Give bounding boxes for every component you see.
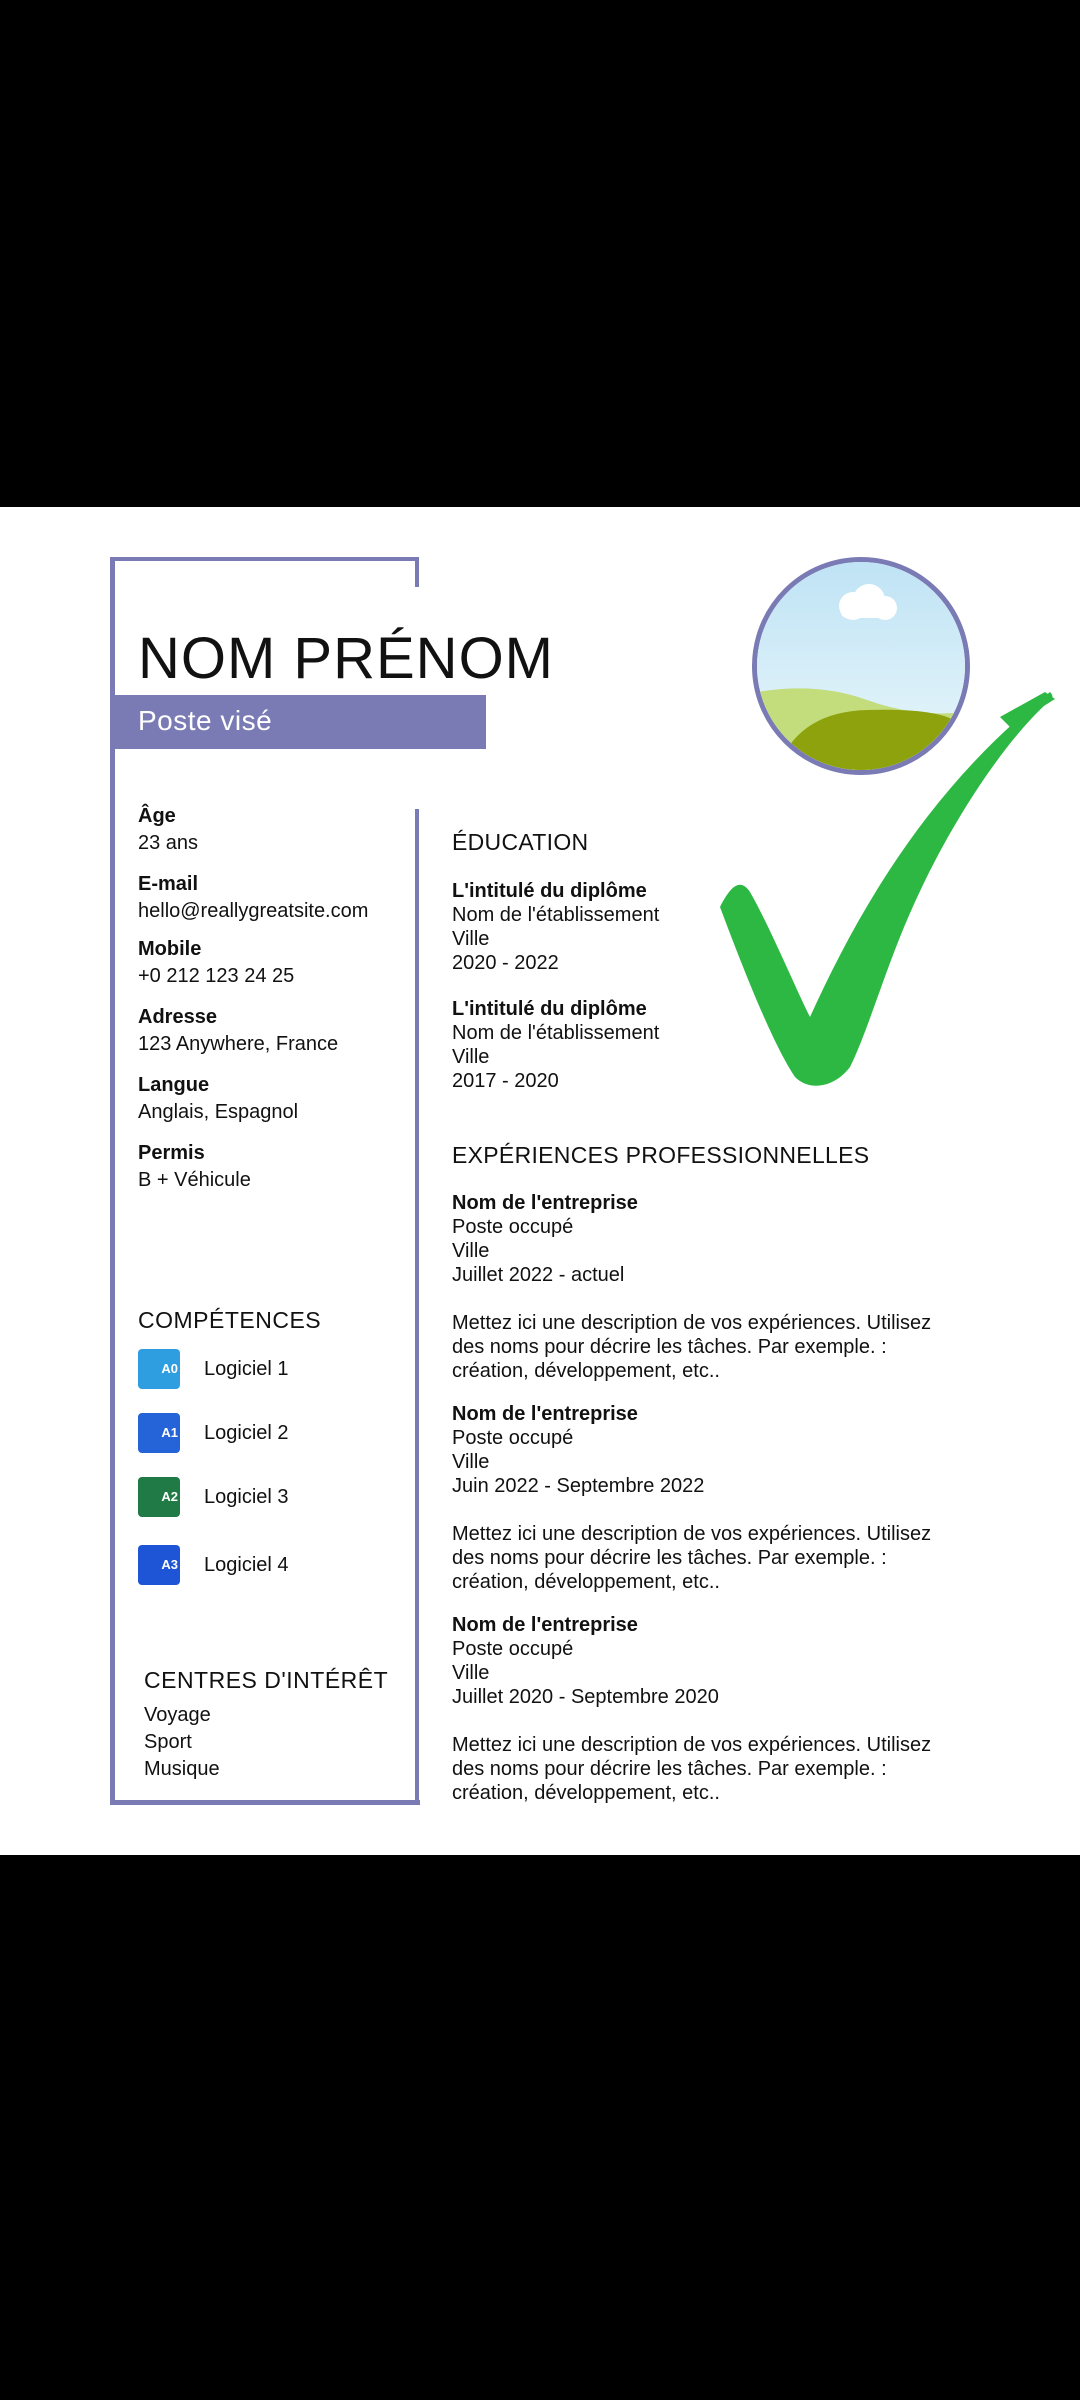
frame-bottom-border xyxy=(110,1800,420,1805)
role-banner xyxy=(112,695,486,749)
experience-period: Juin 2022 - Septembre 2022 xyxy=(452,1475,705,1497)
company-city: Ville xyxy=(452,1240,490,1262)
software-app-icon xyxy=(138,1477,180,1517)
contact-email xyxy=(138,873,368,923)
education-years: 2017 - 2020 xyxy=(452,1070,559,1092)
skill-item xyxy=(138,1545,289,1585)
frame-corner-tick xyxy=(415,557,419,587)
company-city: Ville xyxy=(452,1662,490,1684)
experience-description: création, développement, etc.. xyxy=(452,1571,720,1593)
frame-top-border xyxy=(110,557,418,561)
skill-label: Logiciel 4 xyxy=(204,1553,289,1576)
experience-description: Mettez ici une description de vos expériences. Utilisez xyxy=(452,1523,932,1545)
skill-badge: A0 xyxy=(161,1361,178,1376)
contact-mobile xyxy=(138,938,294,988)
experience-description: Mettez ici une description de vos expériences. Utilisez xyxy=(452,1734,932,1756)
interest-item: Sport xyxy=(144,1731,192,1753)
info-value: Anglais, Espagnol xyxy=(138,1101,299,1123)
skill-item xyxy=(138,1477,289,1517)
software-app-icon xyxy=(138,1349,180,1389)
contact-language xyxy=(138,1074,298,1124)
experience-entry xyxy=(452,1402,1012,1594)
skill-badge: A3 xyxy=(161,1557,178,1572)
info-label: Âge xyxy=(138,805,176,827)
experience-title: EXPÉRIENCES PROFESSIONNELLES xyxy=(452,1142,870,1168)
company-name: Nom de l'entreprise xyxy=(452,1192,638,1214)
skill-badge: A1 xyxy=(161,1425,178,1440)
degree-title: L'intitulé du diplôme xyxy=(452,880,647,902)
experience-period: Juillet 2022 - actuel xyxy=(452,1264,625,1286)
contact-license xyxy=(138,1142,251,1192)
info-label: Permis xyxy=(138,1142,205,1164)
education-entry xyxy=(452,997,1012,1093)
experience-entry xyxy=(452,1613,1012,1805)
contact-address xyxy=(138,1006,338,1056)
education-years: 2020 - 2022 xyxy=(452,952,559,974)
experience-description: des noms pour décrire les tâches. Par exemple. : xyxy=(452,1547,887,1569)
degree-title: L'intitulé du diplôme xyxy=(452,998,647,1020)
info-value: +0 212 123 24 25 xyxy=(138,965,295,987)
experience-description: des noms pour décrire les tâches. Par exemple. : xyxy=(452,1758,887,1780)
info-label: Mobile xyxy=(138,938,202,960)
skills-section xyxy=(138,1307,321,1334)
experience-entry xyxy=(452,1191,1012,1383)
experience-section xyxy=(452,1142,1012,1169)
school-city: Ville xyxy=(452,928,490,950)
skills-title: COMPÉTENCES xyxy=(138,1307,322,1333)
education-entry xyxy=(452,879,1012,975)
position-title: Poste occupé xyxy=(452,1427,574,1449)
info-label: Adresse xyxy=(138,1006,217,1028)
software-app-icon xyxy=(138,1545,180,1585)
experience-description: création, développement, etc.. xyxy=(452,1782,720,1804)
resume-page xyxy=(0,507,1080,1855)
info-value: hello@reallygreatsite.com xyxy=(138,900,369,922)
company-name: Nom de l'entreprise xyxy=(452,1614,638,1636)
skill-item xyxy=(138,1349,289,1389)
candidate-name: NOM PRÉNOM xyxy=(138,626,554,691)
school-name: Nom de l'établissement xyxy=(452,1022,660,1044)
company-name: Nom de l'entreprise xyxy=(452,1403,638,1425)
school-city: Ville xyxy=(452,1046,490,1068)
interest-item: Voyage xyxy=(144,1704,211,1726)
info-value: 23 ans xyxy=(138,832,199,854)
info-label: Langue xyxy=(138,1074,210,1096)
skill-badge: A2 xyxy=(161,1489,178,1504)
interests-title: CENTRES D'INTÉRÊT xyxy=(144,1667,389,1693)
info-value: 123 Anywhere, France xyxy=(138,1033,339,1055)
target-position: Poste visé xyxy=(138,705,273,736)
info-value: B + Véhicule xyxy=(138,1169,251,1191)
school-name: Nom de l'établissement xyxy=(452,904,660,926)
education-title: ÉDUCATION xyxy=(452,829,589,855)
sidebar-divider xyxy=(415,809,419,1804)
interests-section xyxy=(144,1667,388,1783)
experience-period: Juillet 2020 - Septembre 2020 xyxy=(452,1686,719,1708)
position-title: Poste occupé xyxy=(452,1216,574,1238)
experience-description: Mettez ici une description de vos expériences. Utilisez xyxy=(452,1312,932,1334)
interest-item: Musique xyxy=(144,1758,220,1780)
experience-description: création, développement, etc.. xyxy=(452,1360,720,1382)
skill-label: Logiciel 2 xyxy=(204,1421,289,1444)
skill-label: Logiciel 1 xyxy=(204,1357,289,1380)
contact-age xyxy=(138,805,198,855)
position-title: Poste occupé xyxy=(452,1638,574,1660)
education-section xyxy=(452,829,1012,856)
company-city: Ville xyxy=(452,1451,490,1473)
skill-item xyxy=(138,1413,289,1453)
info-label: E-mail xyxy=(138,873,199,895)
software-app-icon xyxy=(138,1413,180,1453)
experience-description: des noms pour décrire les tâches. Par exemple. : xyxy=(452,1336,887,1358)
skill-label: Logiciel 3 xyxy=(204,1485,289,1508)
